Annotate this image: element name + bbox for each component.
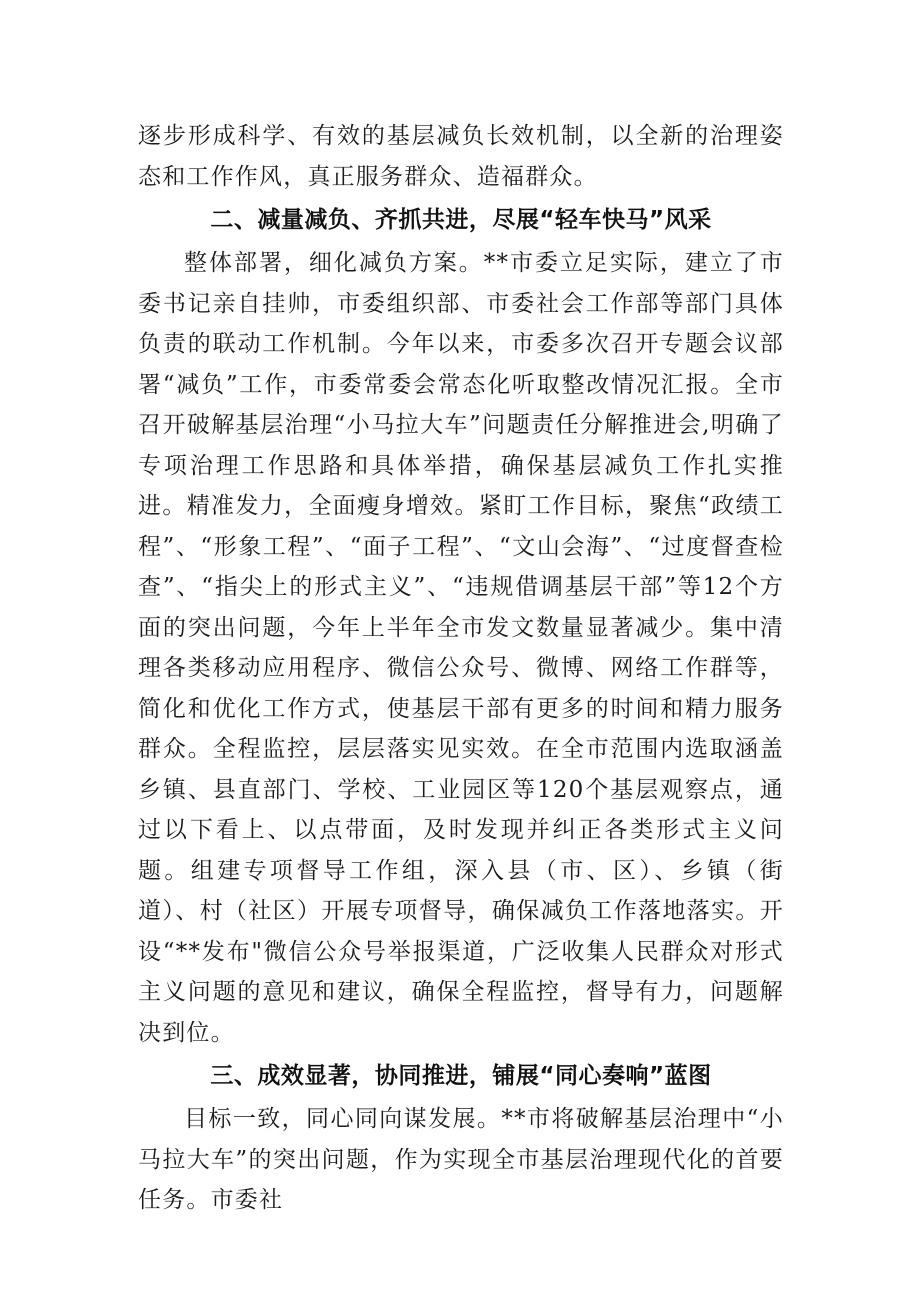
section-2-heading: 二、减量减负、齐抓共进，尽展“轻车快马”风采 <box>210 207 712 233</box>
section-3-heading: 三、成效显著，协同推进，铺展“同心奏响”蓝图 <box>210 1063 712 1089</box>
section-2-paragraph: 整体部署，细化减负方案。**市委立足实际，建立了市委书记亲自挂帅，市委组织部、市委社会工作部等部门具体负责的联动工作机制。今年以来，市委多次召开专题会议部署“减负”工作，市委常委会常态化听取整改情况汇报。全市召开破解基层治理“小马拉大车”问题责任分解推进会,明确了专项治理工作思路和具体举措，确保基层减负工作扎实推进。精准发力，全面瘦身增效。紧盯工作目标，聚焦“政绩工程”、“形象工程”、“面子工程”、“文山会海”、“过度督查检查”、“指尖上的形式主义”、“违规借调基层干部”等12个方面的突出问题，今年上半年全市发文数量显著减少。集中清理各类移动应用程序、微信公众号、微博、网络工作群等，简化和优化工作方式，使基层干部有更多的时间和精力服务群众。全程监控，层层落实见实效。在全市范围内选取涵盖乡镇、县直部门、学校、工业园区等120个基层观察点，通过以下看上、以点带面，及时发现并纠正各类形式主义问题。组建专项督导工作组，深入县（市、区）、乡镇（街道）、村（社区）开展专项督导，确保减负工作落地落实。开设“**发布"微信公众号举报渠道，广泛收集人民群众对形式主义问题的意见和建议，确保全程监控，督导有力，问题解决到位。 <box>138 250 784 1046</box>
section-3-paragraph: 目标一致，同心同向谋发展。**市将破解基层治理中“小马拉大车”的突出问题，作为实现全市基层治理现代化的首要任务。市委社 <box>138 1106 784 1213</box>
continuation-paragraph: 逐步形成科学、有效的基层减负长效机制，以全新的治理姿态和工作作风，真正服务群众、造福群众。 <box>138 123 784 190</box>
document-body <box>138 116 784 1221</box>
